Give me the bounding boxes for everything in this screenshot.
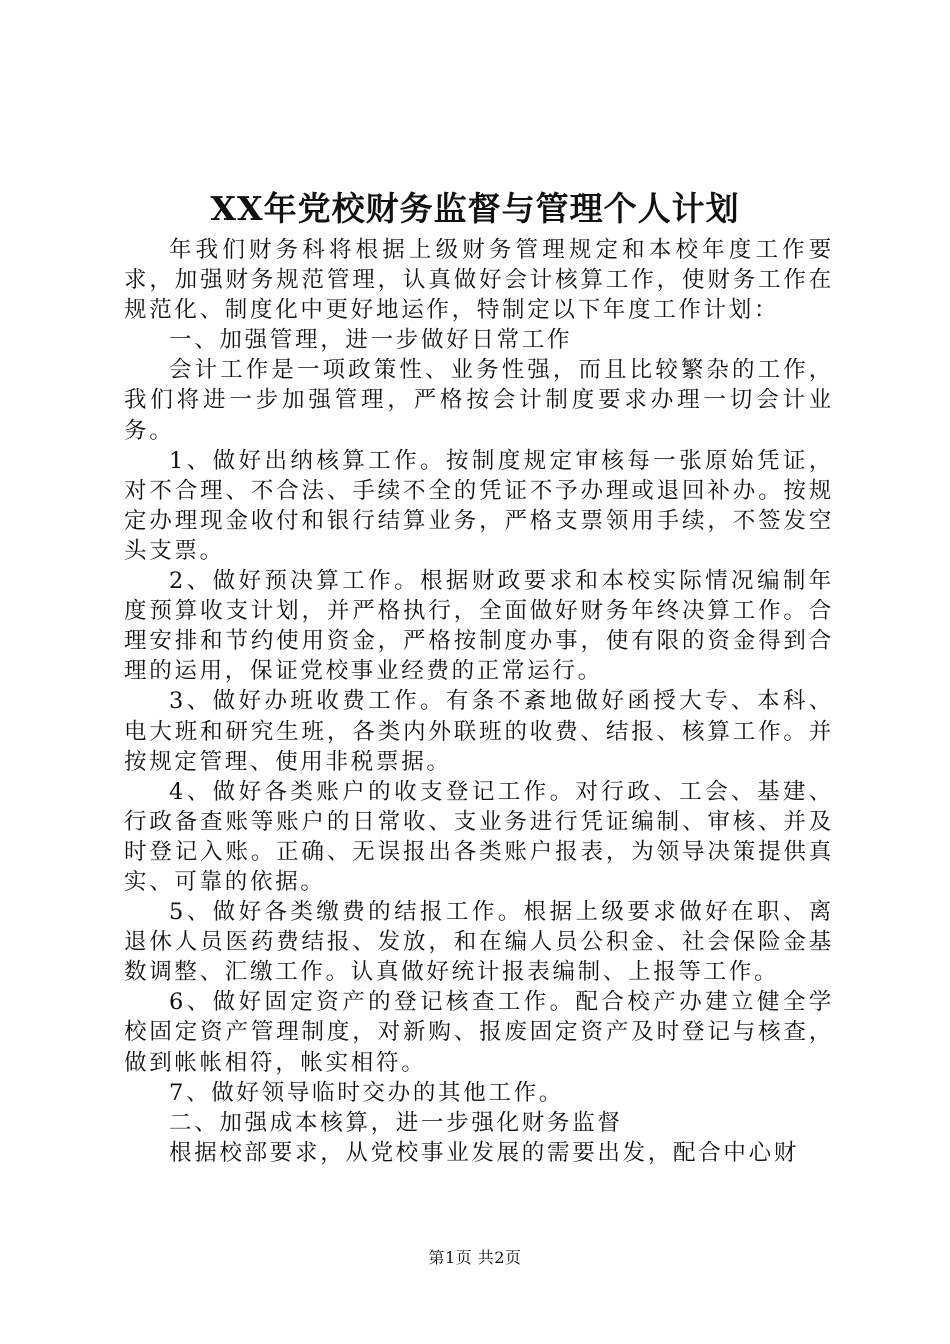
list-item: 7、做好领导临时交办的其他工作。 xyxy=(169,1079,565,1106)
document-title: XX年党校财务监督与管理个人计划 xyxy=(210,189,740,228)
list-item: 3、做好办班收费工作。有条不紊地做好函授大专、本科、电大班和研究生班，各类内外联班的收费、结报、核算工作。并按规定管理、使用非税票据。 xyxy=(124,688,834,775)
page-footer: 第1页 共2页 xyxy=(428,1248,522,1267)
paragraph: 根据校部要求，从党校事业发展的需要出发，配合中心财 xyxy=(169,1139,800,1166)
list-item: 4、做好各类账户的收支登记工作。对行政、工会、基建、行政备查账等账户的日常收、支业务进行凭证编制、审核、并及时登记入账。正确、无误报出各类账户报表，为领导决策提供真实、可靠的依据。 xyxy=(124,778,834,895)
paragraph: 会计工作是一项政策性、业务性强，而且比较繁杂的工作，我们将进一步加强管理，严格按会计制度要求办理一切会计业务。 xyxy=(124,357,834,444)
document-body xyxy=(124,235,834,1168)
paragraph-intro: 年我们财务科将根据上级财务管理规定和本校年度工作要求，加强财务规范管理，认真做好会计核算工作，使财务工作在规范化、制度化中更好地运作，特制定以下年度工作计划： xyxy=(124,237,834,324)
list-item: 1、做好出纳核算工作。按制度规定审核每一张原始凭证，对不合理、不合法、手续不全的凭证不予办理或退回补办。按规定办理现金收付和银行结算业务，严格支票领用手续，不签发空头支票。 xyxy=(124,447,834,564)
list-item: 2、做好预决算工作。根据财政要求和本校实际情况编制年度预算收支计划，并严格执行，全面做好财务年终决算工作。合理安排和节约使用资金，严格按制度办事，使有限的资金得到合理的运用，保证党校事业经费的正常运行。 xyxy=(124,568,834,685)
list-item: 6、做好固定资产的登记核查工作。配合校产办建立健全学校固定资产管理制度，对新购、报废固定资产及时登记与核查，做到帐帐相符，帐实相符。 xyxy=(124,989,834,1076)
section-heading-1: 一、加强管理，进一步做好日常工作 xyxy=(169,327,573,354)
list-item: 5、做好各类缴费的结报工作。根据上级要求做好在职、离退休人员医药费结报、发放，和在编人员公积金、社会保险金基数调整、汇缴工作。认真做好统计报表编制、上报等工作。 xyxy=(124,899,834,986)
section-heading-2: 二、加强成本核算，进一步强化财务监督 xyxy=(169,1109,623,1136)
